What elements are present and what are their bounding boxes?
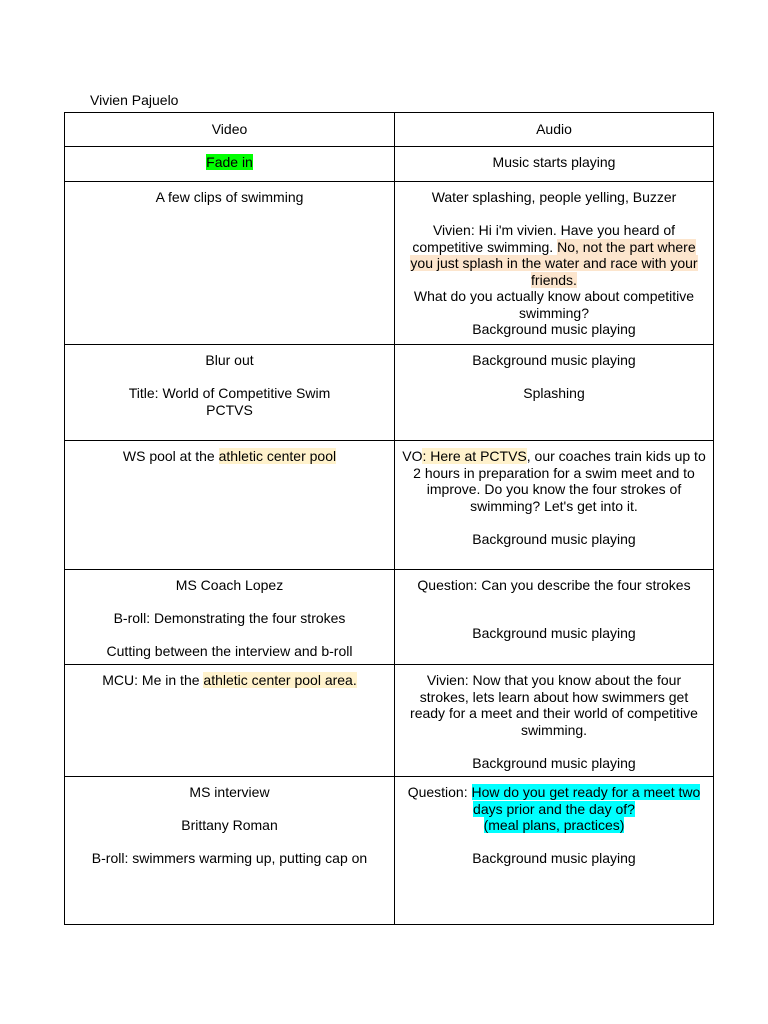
audio-line: Background music playing [472, 321, 636, 337]
audio-highlight-text: : Here at PCTVS [422, 448, 527, 464]
video-line: MS interview [189, 784, 270, 800]
audio-line: Background music playing [472, 352, 636, 368]
audio-cell [395, 345, 714, 441]
av-script-table [64, 112, 714, 925]
script-row [65, 665, 714, 777]
video-cell [65, 147, 395, 182]
audio-highlight-text: No, not the part where you just splash in the water and race with your friends. [410, 238, 698, 288]
audio-line: Background music playing [472, 530, 636, 547]
audio-line: Background music playing [472, 850, 636, 866]
video-title-line: Title: World of Competitive Swim [128, 385, 331, 401]
audio-cell [395, 441, 714, 570]
video-line: Cutting between the interview and b-roll [106, 643, 353, 659]
video-line: B-roll: Demonstrating the four strokes [113, 610, 346, 626]
video-highlight-text: athletic center pool [218, 448, 337, 464]
audio-highlight-text: (meal plans, practices) [483, 817, 625, 833]
video-cell [65, 665, 395, 777]
audio-line: What do you actually know about competitive swimming? [413, 288, 695, 321]
video-text: WS pool at the [122, 448, 219, 464]
video-title-line: PCTVS [206, 401, 253, 418]
audio-cell [395, 777, 714, 925]
audio-text: Question: [407, 784, 472, 800]
video-column-header: Video [65, 113, 395, 147]
audio-line: Background music playing [472, 625, 636, 641]
audio-line: Water splashing, people yelling, Buzzer [431, 189, 677, 205]
audio-cell [395, 147, 714, 182]
video-highlight-text: athletic center pool area. [203, 672, 357, 688]
audio-line: Vivien: Now that you know about the four strokes, lets learn about how swimmers get ready for a meet and their world of competitive swimming. [410, 672, 698, 738]
audio-cell [395, 570, 714, 665]
audio-intro-text: Vivien: Hi i'm vivien. Have you heard of competitive swimming. [412, 222, 676, 255]
audio-line: Background music playing [472, 754, 636, 771]
audio-text: , our coaches train kids up to 2 hours in preparation for a swim meet and to improve. Do you know the four strokes of swimming? Let's get into it. [413, 448, 706, 514]
video-line: B-roll: swimmers warming up, putting cap on [91, 850, 368, 866]
audio-line: Splashing [523, 385, 585, 401]
header-row [65, 113, 714, 147]
audio-cell [395, 182, 714, 345]
video-cell [65, 345, 395, 441]
audio-cell [395, 665, 714, 777]
video-cell [65, 441, 395, 570]
audio-text: VO [402, 448, 423, 464]
video-line: MS Coach Lopez [175, 577, 284, 593]
script-row [65, 147, 714, 182]
fade-in-text: Fade in [206, 154, 253, 170]
script-row [65, 441, 714, 570]
video-line: Brittany Roman [181, 817, 278, 833]
audio-highlight-text: How do you get ready for a meet two days prior and the day of? [471, 784, 701, 817]
video-cell [65, 777, 395, 925]
video-cell [65, 570, 395, 665]
script-row [65, 777, 714, 925]
script-row [65, 345, 714, 441]
audio-line: Music starts playing [492, 154, 616, 170]
audio-column-header: Audio [395, 113, 714, 147]
video-line: A few clips of swimming [155, 189, 304, 205]
author-name: Vivien Pajuelo [90, 92, 179, 108]
audio-line: Question: Can you describe the four strokes [417, 577, 691, 593]
video-text: MCU: Me in the [102, 672, 204, 688]
script-row [65, 570, 714, 665]
script-row [65, 182, 714, 345]
video-cell [65, 182, 395, 345]
video-line: Blur out [205, 352, 254, 368]
